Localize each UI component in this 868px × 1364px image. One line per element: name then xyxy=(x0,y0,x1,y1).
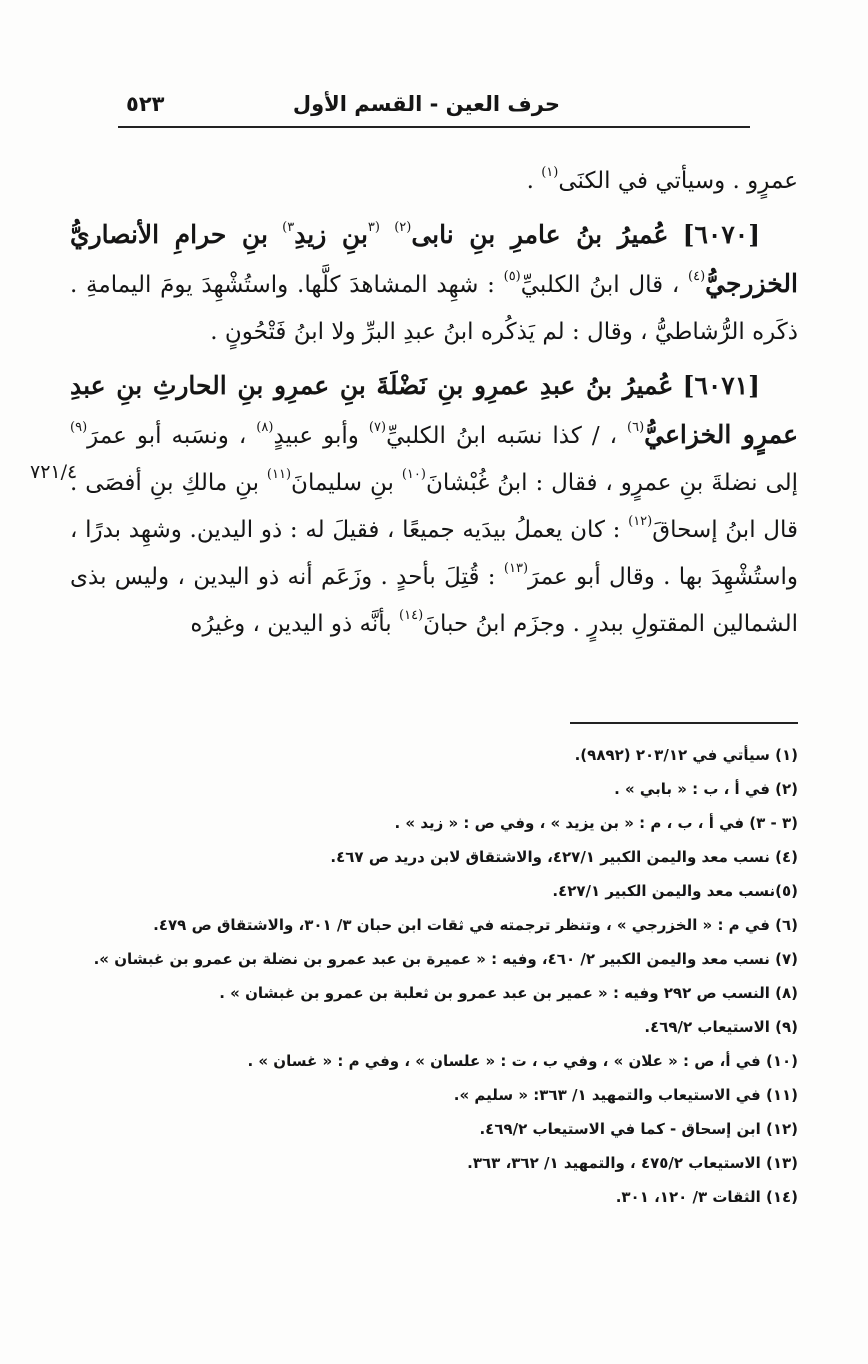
footnote-item: (٥)نسب معد واليمن الكبير ٤٢٧/١. xyxy=(552,882,798,900)
footnote-ref: (٦) xyxy=(627,420,645,435)
entry-number: [٦٠٧١] xyxy=(682,371,760,400)
footnotes xyxy=(38,738,798,1214)
footnote-item: (٦) في م : « الخزرجي » ، وتنظر ترجمته في ثقات ابن حبان ٣/ ٣٠١، والاشتقاق ص ٤٧٩. xyxy=(153,916,798,934)
footnote-ref: (٩) xyxy=(70,420,88,435)
footnote-item: (٨) النسب ص ٢٩٢ وفيه : « عمير بن عبد عمرو بن ثعلبة بن عمرو بن غبشان » . xyxy=(219,984,798,1002)
entry-name-part: بنِ زيدِ xyxy=(294,220,368,249)
footnote-ref: (١) xyxy=(541,165,559,180)
footnote-item: (١٣) الاستيعاب ٤٧٥/٢ ، والتمهيد ١/ ٣٦٢، ٣٦٣. xyxy=(467,1154,798,1172)
page-number: ٥٢٣ xyxy=(126,92,165,116)
footnote-item: (١٠) في أ، ص : « علان » ، وفي ب ، ت : « علسان » ، وفي م : « غسان » . xyxy=(247,1052,798,1070)
footnote-ref: (١٠) xyxy=(401,467,426,482)
footnote-ref: (١١) xyxy=(266,467,292,482)
footnote-item: (٢) في أ ، ب : « بابي » . xyxy=(614,780,798,798)
footnote-ref: (٢) xyxy=(394,220,412,235)
footnote-ref: (٨) xyxy=(256,420,274,435)
margin-note: ٧٢١/٤ xyxy=(30,461,78,483)
entry-name: عُميرُ بنُ عامرِ بنِ نابى xyxy=(411,220,669,249)
entry-name-part: بنِ حرامِ الأنصاريُّ الخزرجيُّ xyxy=(70,220,798,298)
entry-6070: [٦٠٧٠] عُميرُ بنُ عامرِ بنِ نابى$^{(٢)}$ $^{(٣}$بنِ زيدِ$^{٣)}$ بنِ حرامِ الأنصاريُّ الخزرجيُّ$^{(٤)}$ ، قال ابنُ الكلبيِّ$^{(٥)}$ : شهِد المشاهدَ كلَّها. واستُشْهِدَ يومَ اليمامةِ . ذكَره الرُّشاطيُّ ، وقال : لم يَذكُره ابنُ عبدِ البرِّ ولا ابنُ فَتْحُونٍ . xyxy=(70,220,798,345)
running-title: حرف العين - القسم الأول xyxy=(292,92,560,116)
entry-number: [٦٠٧٠] xyxy=(682,220,761,249)
footnote-ref: ٣) xyxy=(282,220,295,235)
header-rule xyxy=(118,126,750,128)
footnote-item: (١) سيأتي في ٢٠٣/١٢ (٩٨٩٢). xyxy=(574,746,798,764)
footnote-ref: (٤) xyxy=(688,269,706,284)
page-header xyxy=(118,88,750,128)
continuation-line: عمرٍو . وسيأتي في الكنَى$^{(١)}$ . xyxy=(526,165,798,194)
footnote-item: (١٢) ابن إسحاق - كما في الاستيعاب ٤٦٩/٢. xyxy=(479,1120,798,1138)
entry-name: عُميرُ بنُ عبدِ عمرِو بنِ نَضْلَةَ بنِ عمرِو بنِ الحارثِ بنِ عبدِ عمرٍو الخزاعيُّ xyxy=(70,371,799,449)
footnote-ref: (١٢) xyxy=(628,514,653,529)
footnote-ref: (٣ xyxy=(367,220,380,235)
footnote-ref: (٥) xyxy=(503,269,521,284)
footnote-item: (٤) نسب معد واليمن الكبير ٤٢٧/١، والاشتقاق لابن دريد ص ٤٦٧. xyxy=(330,848,798,866)
footnote-item: (٣ - ٣) في أ ، ب ، م : « بن يزيد » ، وفي ص : « زيد » . xyxy=(394,814,798,832)
entry-6071: [٦٠٧١] عُميرُ بنُ عبدِ عمرِو بنِ نَضْلَةَ بنِ عمرِو بنِ الحارثِ بنِ عبدِ عمرٍو الخزاعيُّ$^{(٦)}$ ، / كذا نسَبه ابنُ الكلبيِّ$^{(٧)}$ وأبو عبيدٍ$^{(٨)}$ ، ونسَبه أبو عمرَ$^{(٩)}$ إلى نضلةَ بنِ عمرٍو ، فقال : ابنُ غُبْشانَ$^{(١٠)}$ بنِ سليمانَ$^{(١١)}$ بنِ مالكِ بنِ أفصَى . قال ابنُ إسحاقَ$^{(١٢)}$ : كان يعملُ بيدَيه جميعًا ، فقيلَ له : ذو اليدين. وشهِد بدرًا ، واستُشْهِدَ بها . وقال أبو عمرَ$^{(١٣)}$ : قُتِلَ بأحدٍ . وزَعَم أنه ذو اليدين ، وليس بذى الشمالين المقتولِ ببدرٍ . وجزَم ابنُ حبانَ$^{(١٤)}$ بأنَّه ذو اليدين ، وغيرُه xyxy=(70,371,799,637)
main-text xyxy=(70,158,798,648)
footnote-item: (٩) الاستيعاب ٤٦٩/٢. xyxy=(644,1018,798,1036)
footnote-ref: (١٤) xyxy=(399,608,424,623)
footnote-ref: (١٣) xyxy=(503,561,529,576)
footnote-item: (١١) في الاستيعاب والتمهيد ١/ ٣٦٣: « سليم ». xyxy=(453,1086,798,1104)
footnote-ref: (٧) xyxy=(368,420,387,435)
footnote-item: (١٤) الثقات ٣/ ١٢٠، ٣٠١. xyxy=(615,1188,798,1206)
footnote-rule xyxy=(570,722,798,724)
footnote-item: (٧) نسب معد واليمن الكبير ٢/ ٤٦٠، وفيه : « عميرة بن عبد عمرو بن نضلة بن عمرو بن غبشان ». xyxy=(93,950,798,968)
